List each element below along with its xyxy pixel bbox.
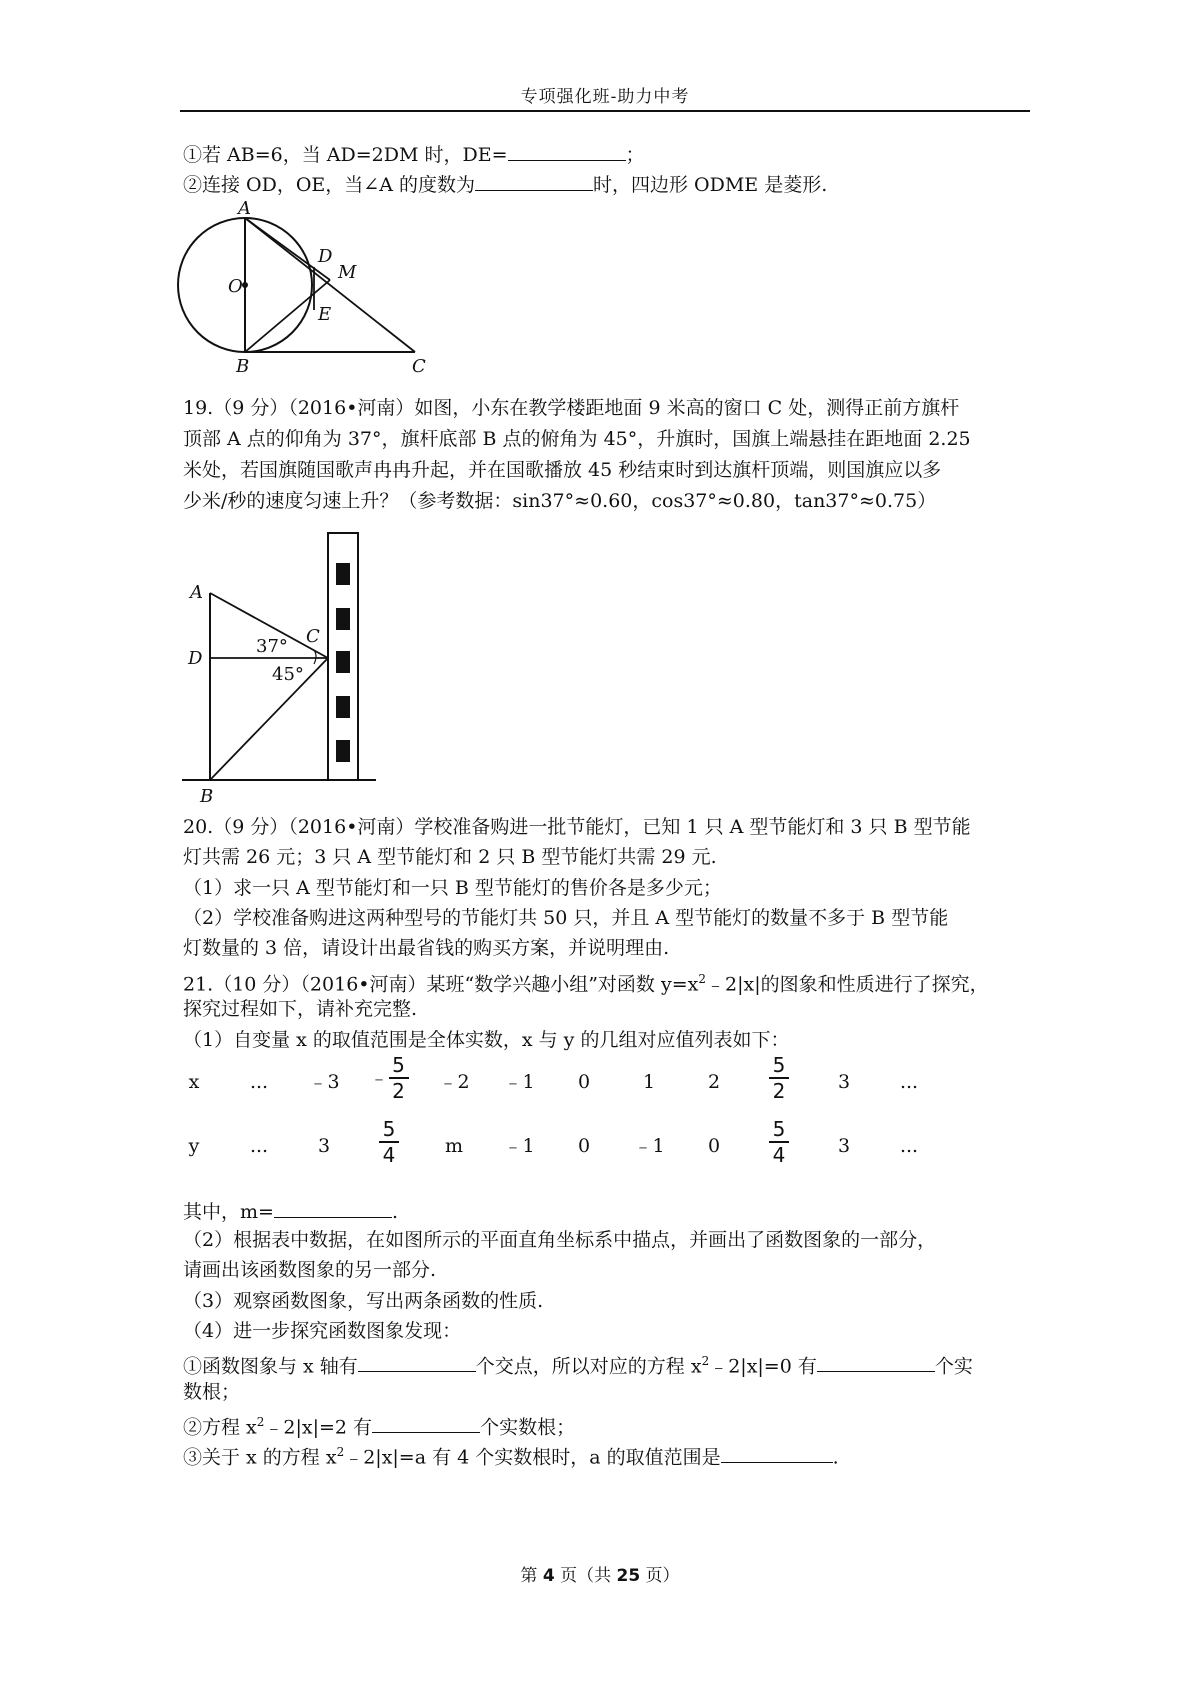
sub2-text: ②方程 x <box>183 1416 257 1439</box>
q20-line: （2）学校准备购进这两种型号的节能灯共 50 只，并且 A 型节能灯的数量不多于 B 型节能 <box>183 907 949 929</box>
sub3-text: ③关于 x 的方程 x <box>183 1446 337 1469</box>
window <box>336 740 350 762</box>
sub2-text: 个实数根； <box>480 1416 576 1439</box>
label-c: C <box>306 626 320 647</box>
q21-line: 请画出该函数图象的另一部分. <box>183 1259 437 1281</box>
page-header: 专项强化班-助力中考 <box>520 87 690 107</box>
denominator: 2 <box>392 1079 405 1103</box>
page-total: 25 <box>616 1566 641 1586</box>
angle-arc <box>314 650 316 664</box>
table-cell <box>743 1118 815 1166</box>
q21-sub1 <box>183 1347 1033 1380</box>
angle-label-45: 45° <box>272 664 304 685</box>
window <box>336 563 350 585</box>
exponent: 2 <box>336 1445 345 1459</box>
table-cell: ... <box>899 1135 919 1157</box>
q21-m-line <box>183 1195 1033 1226</box>
q21-line: （1）自变量 x 的取值范围是全体实数，x 与 y 的几组对应值列表如下： <box>183 1029 790 1051</box>
table-cell: 0 <box>577 1135 591 1157</box>
fraction-body <box>389 1054 409 1102</box>
denominator: 2 <box>772 1079 786 1103</box>
fraction-sign: ﹣ <box>369 1067 389 1089</box>
circle-tangent-figure <box>176 200 436 400</box>
q18-line2-end: 时，四边形 ODME 是菱形. <box>592 174 828 196</box>
table-cell: 2 <box>707 1071 721 1093</box>
table-cell: m <box>444 1135 464 1157</box>
numerator: 5 <box>772 1117 786 1141</box>
answer-blank[interactable] <box>358 1349 476 1372</box>
q19-line: 米处，若国旗随国歌声冉冉升起，并在国歌播放 45 秒结束时到达旗杆顶端，则国旗应以多 <box>183 459 942 481</box>
table-cell: ... <box>249 1135 269 1157</box>
sub3-text: ﹣2|x|=a 有 4 个实数根时，a 的取值范围是 <box>344 1446 721 1469</box>
table-cell <box>353 1054 425 1102</box>
table-cell <box>743 1054 815 1102</box>
answer-blank[interactable] <box>721 1440 833 1463</box>
table-cell <box>353 1118 425 1166</box>
numerator: 5 <box>392 1053 405 1077</box>
numerator: 5 <box>772 1053 786 1077</box>
footer-text: 页（共 <box>554 1566 617 1586</box>
q18-line2 <box>183 168 1033 199</box>
fraction-body <box>769 1118 789 1166</box>
q20-line: 20.（9 分）（2016•河南）学校准备购进一批节能灯，已知 1 只 A 型节能灯和 3 只 B 型节能 <box>183 816 971 838</box>
table-cell: y <box>188 1135 200 1157</box>
sub1-text: ﹣2|x|=0 有 <box>709 1355 817 1378</box>
exponent: 2 <box>701 1354 710 1368</box>
q21-title <box>183 965 1033 998</box>
answer-blank[interactable] <box>475 168 593 191</box>
sub1-text: ①函数图象与 x 轴有 <box>183 1355 358 1378</box>
answer-blank[interactable] <box>372 1410 480 1433</box>
sub1-cont: 数根； <box>183 1381 241 1403</box>
m-end: . <box>391 1201 398 1223</box>
q21-line: （3）观察函数图象，写出两条函数的性质. <box>183 1290 544 1312</box>
window <box>336 651 350 673</box>
table-cell: ﹣1 <box>633 1135 665 1157</box>
answer-blank[interactable] <box>508 138 626 161</box>
table-cell: 1 <box>642 1071 656 1093</box>
q20-line: （1）求一只 A 型节能灯和一只 B 型节能灯的售价各是多少元； <box>183 877 722 899</box>
label-d: D <box>318 246 333 267</box>
q20-line: 灯数量的 3 倍，请设计出最省钱的购买方案，并说明理由. <box>183 937 670 959</box>
q18-line1-text: ①若 AB=6，当 AD=2DM 时，DE= <box>183 144 508 166</box>
answer-blank[interactable] <box>274 1195 392 1218</box>
sub1-text: 个交点，所以对应的方程 x <box>475 1355 702 1378</box>
window <box>336 608 350 630</box>
table-cell: 0 <box>577 1071 591 1093</box>
fraction <box>379 1117 399 1167</box>
fraction <box>369 1053 408 1103</box>
q18-line1-end: ； <box>625 144 645 166</box>
label-a: A <box>190 582 203 603</box>
header-rule <box>180 110 1030 112</box>
exponent: 2 <box>256 1415 265 1429</box>
angle-label-37: 37° <box>256 636 288 657</box>
denominator: 4 <box>382 1143 396 1167</box>
table-cell: 0 <box>707 1135 721 1157</box>
q21-line: （4）进一步探究函数图象发现： <box>183 1320 462 1342</box>
fraction <box>769 1053 789 1103</box>
fraction <box>769 1117 789 1167</box>
sub3-text: . <box>832 1446 839 1469</box>
q19-line: 顶部 A 点的仰角为 37°，旗杆底部 B 点的俯角为 45°，升旗时，国旗上端悬挂在距地面 2.25 <box>183 428 971 450</box>
label-d: D <box>188 648 203 669</box>
page-footer <box>0 1561 1200 1586</box>
sight-line-cb <box>210 658 328 780</box>
label-o: O <box>228 276 243 297</box>
page-number: 4 <box>542 1566 555 1586</box>
q21-sub2 <box>183 1408 1033 1441</box>
q18-line2-text: ②连接 OD，OE，当∠A 的度数为 <box>183 174 475 196</box>
table-cell: ﹣1 <box>503 1071 535 1093</box>
q20-line: 灯共需 26 元；3 只 A 型节能灯和 2 只 B 型节能灯共需 29 元. <box>183 846 717 868</box>
table-cell: ... <box>899 1071 919 1093</box>
q18-line1 <box>183 138 1033 169</box>
exponent: 2 <box>698 972 706 986</box>
table-cell: ﹣1 <box>503 1135 535 1157</box>
table-cell: 3 <box>837 1071 851 1093</box>
center-dot <box>242 282 248 288</box>
q21-sub3 <box>183 1438 1033 1471</box>
table-cell: x <box>188 1071 200 1093</box>
sub1-text: 个实 <box>934 1355 973 1378</box>
numerator: 5 <box>382 1117 396 1141</box>
q21-line: 探究过程如下，请补充完整. <box>183 998 418 1020</box>
q21-title-text-end: ﹣2|x|的图象和性质进行了探究， <box>705 973 989 996</box>
fraction-body <box>769 1054 789 1102</box>
footer-text: 第 <box>520 1566 543 1586</box>
m-label: 其中，m= <box>183 1201 274 1223</box>
table-cell: ﹣3 <box>308 1071 340 1093</box>
q21-title-text: 21.（10 分）（2016•河南）某班“数学兴趣小组”对函数 y=x <box>183 973 699 996</box>
sub2-text: ﹣2|x|=2 有 <box>264 1416 373 1439</box>
q19-line: 少米/秒的速度匀速上升？（参考数据：sin37°≈0.60，cos37°≈0.80，tan37°≈0.75） <box>183 490 937 512</box>
label-e: E <box>318 304 332 325</box>
flagpole-figure <box>176 525 396 810</box>
table-cell: ... <box>249 1071 269 1093</box>
label-b: B <box>236 356 250 377</box>
label-a: A <box>238 200 251 219</box>
footer-text: 页） <box>640 1566 680 1586</box>
label-b: B <box>200 786 214 807</box>
q19-line: 19.（9 分）（2016•河南）如图，小东在教学楼距地面 9 米高的窗口 C 处，测得正前方旗杆 <box>183 397 960 419</box>
table-cell: 3 <box>837 1135 851 1157</box>
denominator: 4 <box>772 1143 786 1167</box>
q21-line: （2）根据表中数据，在如图所示的平面直角坐标系中描点，并画出了函数图象的一部分， <box>183 1229 937 1251</box>
fraction-body <box>379 1118 399 1166</box>
table-cell: 3 <box>317 1135 331 1157</box>
label-m: M <box>338 262 357 283</box>
table-cell: ﹣2 <box>438 1071 470 1093</box>
window <box>336 696 350 718</box>
segment-ac <box>245 218 415 352</box>
label-c: C <box>412 356 426 377</box>
answer-blank[interactable] <box>817 1349 935 1372</box>
